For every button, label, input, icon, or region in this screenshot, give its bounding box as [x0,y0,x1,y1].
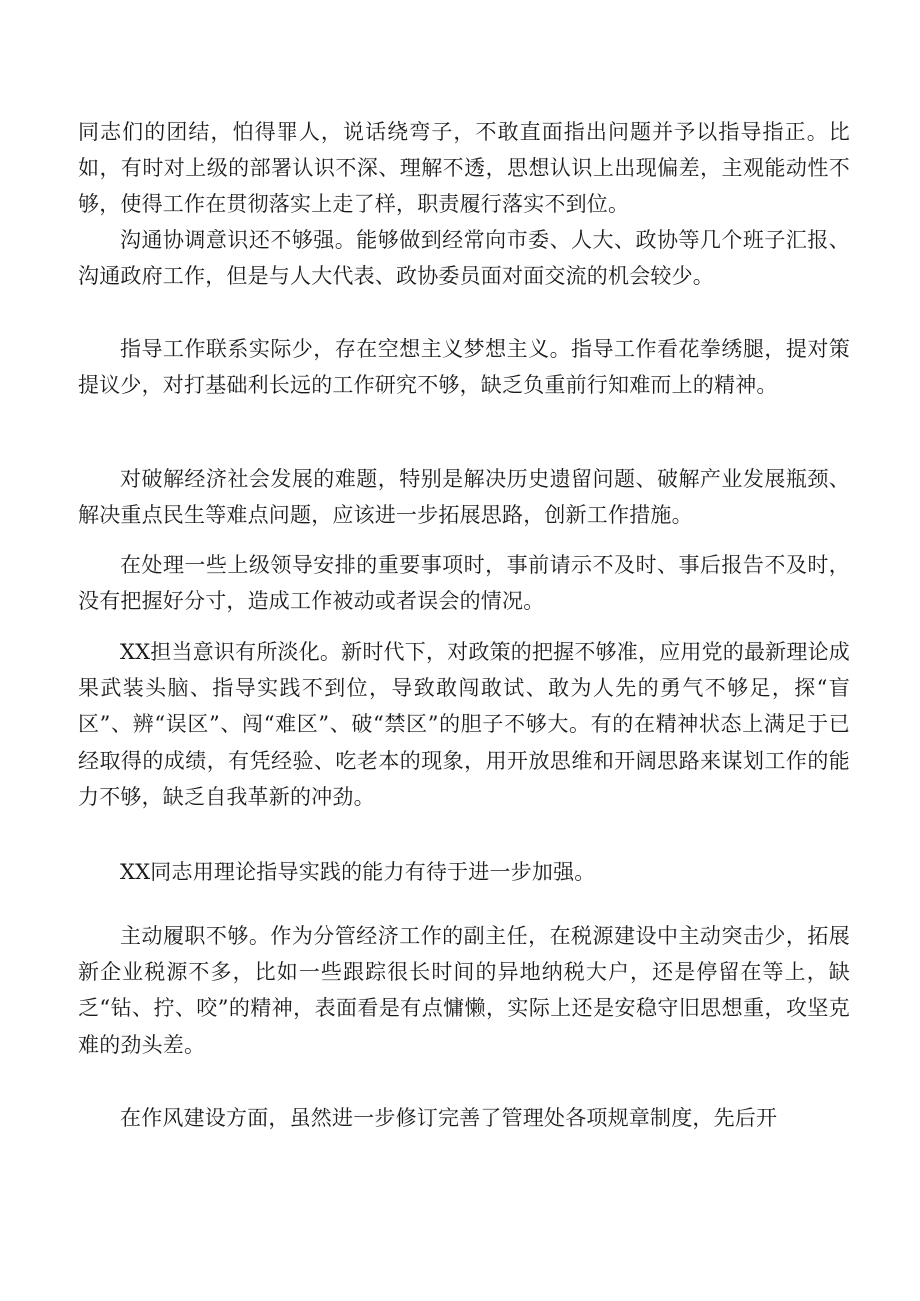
paragraph-1: 同志们的团结，怕得罪人，说话绕弯子，不敢直面指出问题并予以指导指正。比如，有时对上级的部署认识不深、理解不透，思想认识上出现偏差，主观能动性不够，使得工作在贯彻落实上走了样，职责履行落实不到位。 [78,120,850,217]
paragraph-4: 对破解经济社会发展的难题，特别是解决历史遗留问题、破解产业发展瓶颈、解决重点民生等难点问题，应该进一步拓展思路，创新工作措施。 [78,467,850,528]
paragraph-5: 在处理一些上级领导安排的重要事项时，事前请示不及时、事后报告不及时，没有把握好分寸，造成工作被动或者误会的情况。 [78,553,850,614]
paragraph-8: 主动履职不够。作为分管经济工作的副主任，在税源建设中主动突击少，拓展新企业税源不多，比如一些跟踪很长时间的异地纳税大户，还是停留在等上，缺乏“钻、拧、咬”的精神，表面看是有点慵懒，实际上还是安稳守旧思想重，攻坚克难的劲头差。 [78,924,850,1057]
paragraph-2: 沟通协调意识还不够强。能够做到经常向市委、人大、政协等几个班子汇报、沟通政府工作，但是与人大代表、政协委员面对面交流的机会较少。 [78,228,850,289]
paragraph-3: 指导工作联系实际少，存在空想主义梦想主义。指导工作看花拳绣腿，提对策提议少，对打基础利长远的工作研究不够，缺乏负重前行知难而上的精神。 [78,337,850,398]
paragraph-9: 在作风建设方面，虽然进一步修订完善了管理处各项规章制度，先后开 [120,1106,778,1130]
paragraph-6: XX担当意识有所淡化。新时代下，对政策的把握不够准，应用党的最新理论成果武装头脑、指导实践不到位，导致敢闯敢试、敢为人先的勇气不够足，探“盲区”、辨“误区”、闯“难区”、破“禁区”的胆子不够大。有的在精神状态上满足于已经取得的成绩，有凭经验、吃老本的现象，用开放思维和开阔思路来谋划工作的能力不够，缺乏自我革新的冲劲。 [78,640,850,809]
paragraph-7: XX同志用理论指导实践的能力有待于进一步加强。 [120,860,596,884]
